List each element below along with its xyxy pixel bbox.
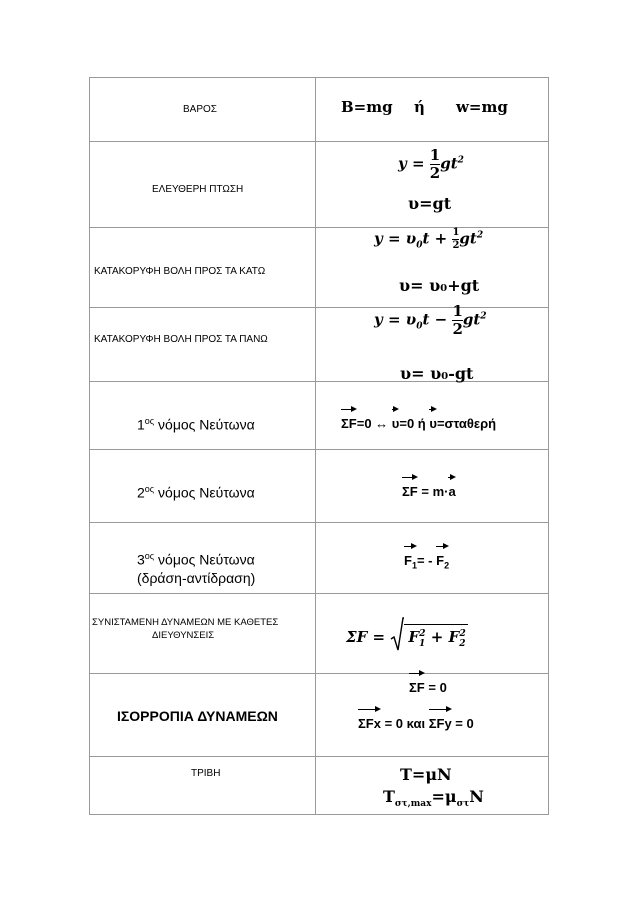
table-row-weight: [90, 78, 548, 142]
table-row-free-fall: [90, 142, 548, 228]
table-row-newton-3: [90, 523, 548, 594]
formula-throw-down-v: υ= υ₀+gt: [399, 276, 480, 295]
table-row-throw-down: [90, 228, 548, 308]
table-row-friction: [90, 757, 548, 814]
label-resultant-2: ΔΙΕΥΘΥΝΣΕΙΣ: [152, 630, 215, 641]
label-equilibrium: ΙΣΟΡΡΟΠΙΑ ΔΥΝΑΜΕΩΝ: [117, 708, 278, 724]
label-throw-down: ΚΑΤΑΚΟΡΥΦΗ ΒΟΛΗ ΠΡΟΣ ΤΑ ΚΑΤΩ: [94, 266, 266, 277]
or-word: ή: [414, 98, 425, 116]
table-row-newton-2: [90, 450, 548, 523]
table-row-newton-1: [90, 382, 548, 450]
formula-free-fall-y: y = $\frac{1}{2}$ $gt^2$: [398, 146, 464, 182]
label-newton-3: $3^{o\varsigma}$ νόμος Νεύτωνα: [137, 551, 255, 568]
formula-newton-1: ΣF=0 ↔ υ=0 ή υ=σταθερή: [341, 416, 497, 431]
table-row-resultant: [90, 594, 548, 674]
formula-friction: T=μN: [400, 765, 452, 784]
formula-free-fall-v: υ=gt: [408, 194, 452, 213]
label-resultant-1: ΣΥΝΙΣΤΑΜΕΝΗ ΔΥΝΑΜΕΩΝ ΜΕ ΚΑΘΕΤΕΣ: [92, 617, 279, 628]
label-throw-up: ΚΑΤΑΚΟΡΥΦΗ ΒΟΛΗ ΠΡΟΣ ΤΑ ΠΑΝΩ: [94, 334, 268, 345]
formula-newton-3: $F_1= - F_2$: [404, 553, 450, 571]
formula-equilibrium-xy: ΣFx = 0 και ΣFy = 0: [358, 716, 474, 731]
formula-w-mg: w=mg: [456, 98, 508, 116]
label-newton-3-sub: (δράση-αντίδραση): [137, 570, 256, 586]
label-friction: ΤΡΙΒΗ: [191, 768, 221, 779]
formula-throw-down-y: $y = \upsilon_0t$ + $\frac{1}{2}$ $gt^2$: [374, 227, 484, 251]
physics-formula-table: [89, 77, 549, 815]
formula-b-mg: B=mg: [341, 98, 393, 116]
formula-newton-2: ΣF = m·a: [402, 484, 456, 499]
label-newton-1: $1^{o\varsigma}$ νόμος Νεύτωνα: [137, 416, 255, 433]
label-newton-2: $2^{o\varsigma}$ νόμος Νεύτωνα: [137, 484, 255, 501]
formula-friction-max: $T_{\sigma\tau,max}=\mu_{\sigma\tau}N$: [383, 787, 484, 810]
formula-resultant: ΣF = $F_1^2 + F_2^2$: [346, 624, 468, 649]
label-free-fall: ΕΛΕΥΘΕΡΗ ΠΤΩΣΗ: [152, 184, 244, 195]
sqrt-icon: [390, 617, 404, 651]
formula-equilibrium-sum: ΣF = 0: [409, 680, 447, 695]
label-weight: ΒΑΡΟΣ: [183, 104, 217, 115]
formula-throw-up-v: υ= υ₀-gt: [400, 364, 474, 383]
table-row-equilibrium: [90, 674, 548, 757]
formula-throw-up-y: $y = \upsilon_0t$ − $\frac{1}{2}$ $gt^2$: [374, 302, 487, 338]
table-row-throw-up: [90, 302, 548, 383]
